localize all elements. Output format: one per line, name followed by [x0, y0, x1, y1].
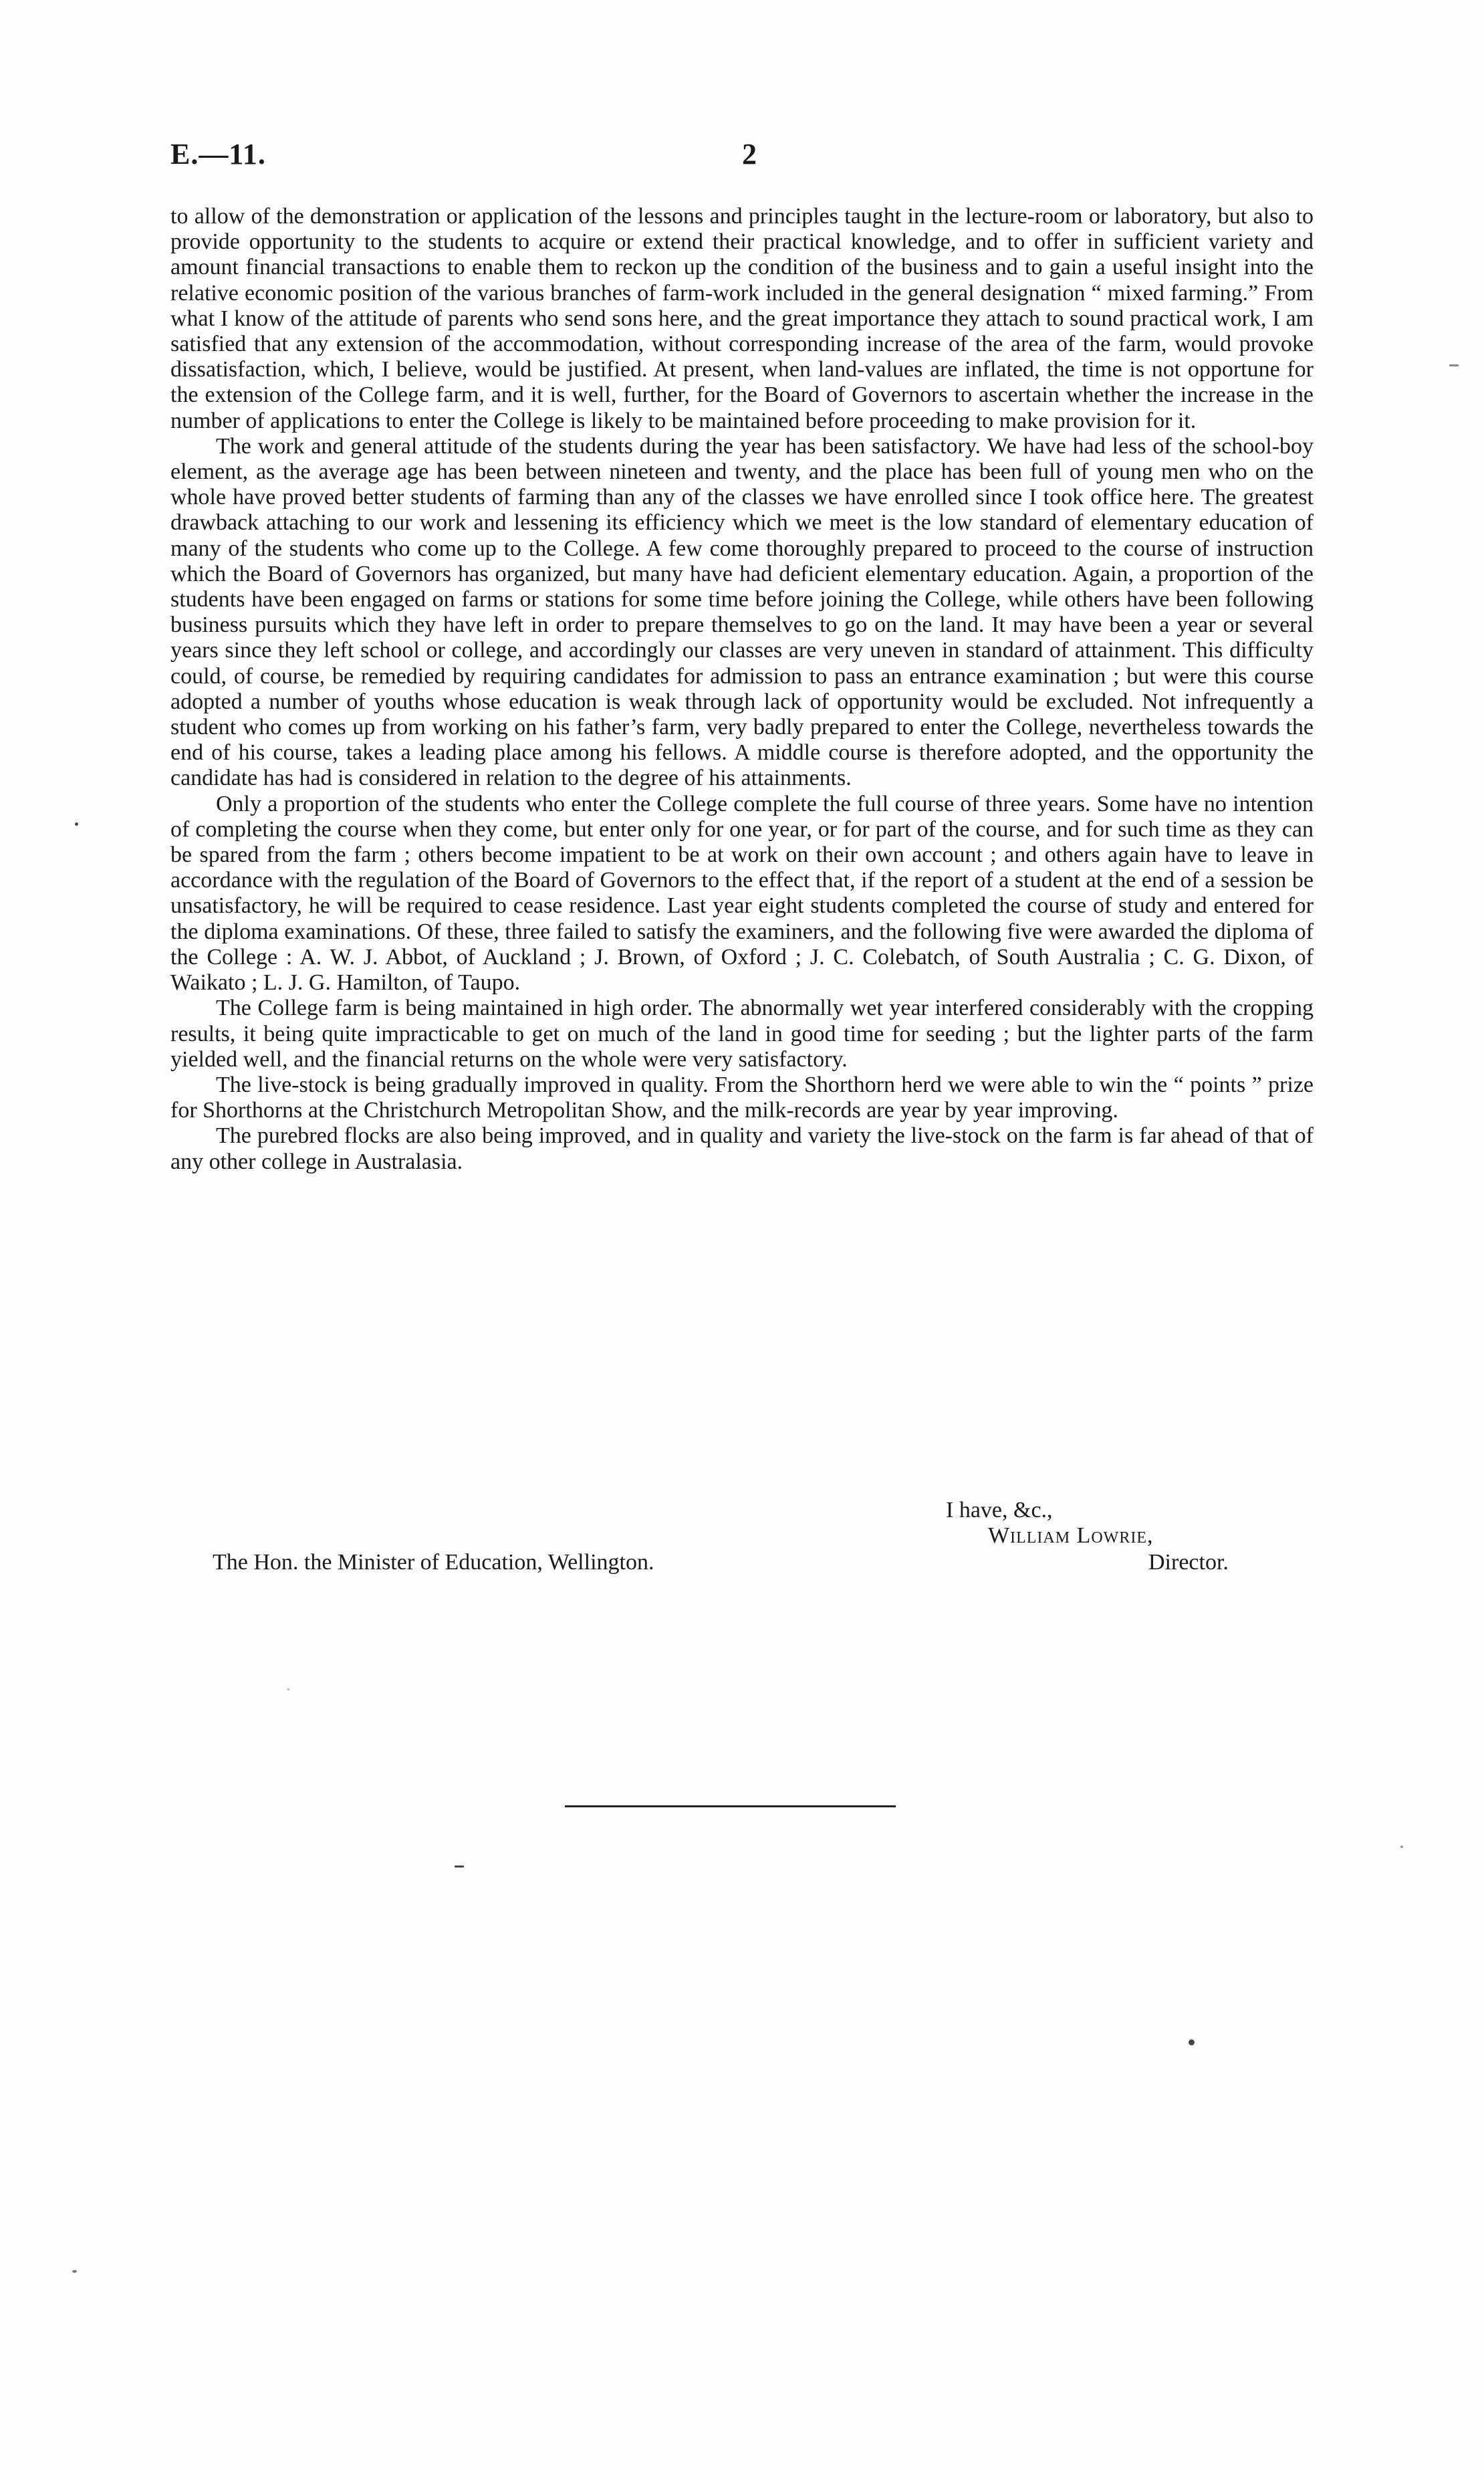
scan-speck — [72, 2270, 77, 2273]
addressee: The Hon. the Minister of Education, Wellington. — [213, 1550, 654, 1575]
document-reference: E.—11. — [170, 138, 266, 171]
scan-speck — [1449, 364, 1459, 366]
closing-rule-divider — [565, 1805, 896, 1807]
paragraph-purebred-flocks: The purebred flocks are also being improved, and in quality and variety the live-stock on the farm is far ahead of that of any other college in Australasia. — [170, 1123, 1314, 1174]
scan-speck — [1400, 1845, 1403, 1848]
scan-speck — [75, 822, 78, 826]
page-number: 2 — [742, 138, 757, 171]
paragraph-college-farm: The College farm is being maintained in high order. The abnormally wet year interfered considerably with the cropping results, it being quite impracticable to get on much of the land in good time for seeding ; but the lighter parts of the farm yielded well, and the financial returns on the whole were very satisfactory. — [170, 996, 1314, 1072]
paragraph-continuation: to allow of the demonstration or application of the lessons and principles taught in the lecture-room or laboratory, but also to provide opportunity to the students to acquire or extend their practical knowledge, and to offer in sufficient variety and amount financial transactions to enable them to reckon up the condition of the business and to gain a useful insight into the relative economic position of the various branches of farm-work included in the general designation “ mixed farming.” From what I know of the attitude of parents who send sons here, and the great importance they attach to sound practical work, I am satisfied that any extension of the accommodation, without corresponding increase of the area of the farm, would provoke dissatisfaction, which, I believe, would be justified. At present, when land-values are inflated, the time is not opportune for the extension of the College farm, and it is well, further, for the Board of Governors to ascertain whether the increase in the number of applications to enter the College is likely to be maintained before proceeding to make provision for it. — [170, 204, 1314, 433]
scan-speck — [287, 1688, 289, 1690]
paragraph-course-completion: Only a proportion of the students who enter the College complete the full course of three years. Some have no intention of completing the course when they come, but enter only for one year, or for part of the course, and for such time as they can be spared from the farm ; others become impatient to be at work on their own account ; and others again have to leave in accordance with the regulation of the Board of Governors to the effect that, if the report of a student at the end of a session be unsatisfactory, he will be required to cease residence. Last year eight students completed the course of study and entered for the diploma examinations. Of these, three failed to satisfy the examiners, and the following five were awarded the diploma of the College : A. W. J. Abbot, of Auckland ; J. Brown, of Oxford ; J. C. Colebatch, of South Australia ; C. G. Dixon, of Waikato ; L. J. G. Hamilton, of Taupo. — [170, 791, 1314, 996]
scan-speck — [455, 1866, 464, 1868]
signer-title: Director. — [1148, 1550, 1229, 1575]
paragraph-students-attitude: The work and general attitude of the students during the year has been satisfactory. We have had less of the school-boy element, as the average age has been between nineteen and twenty, and the place has been full of young men who on the whole have proved better students of farming than any of the classes we have enrolled since I took office here. The greatest drawback attaching to our work and lessening its efficiency which we meet is the low standard of elementary education of many of the students who come up to the College. A few come thoroughly prepared to proceed to the course of instruction which the Board of Governors has organized, but many have had deficient elementary education. Again, a proportion of the students have been engaged on farms or stations for some time before joining the College, while others have been following business pursuits which they have left in order to prepare themselves to go on the land. It may have been a year or several years since they left school or college, and accordingly our classes are very uneven in standard of attainment. This difficulty could, of course, be remedied by requiring candidates for admission to pass an entrance examination ; but were this course adopted a number of youths whose education is weak through lack of opportunity would be excluded. Not infrequently a student who comes up from working on his father’s farm, very badly prepared to enter the College, nevertheless towards the end of his course, takes a leading place among his fellows. A middle course is therefore adopted, and the opportunity the candidate has had is considered in relation to the degree of his attainments. — [170, 433, 1314, 791]
salutation: I have, &c., — [946, 1498, 1053, 1523]
letter-closing — [0, 1498, 1484, 1591]
signer-name: William Lowrie, — [988, 1523, 1154, 1548]
report-body — [170, 204, 1314, 1175]
paragraph-live-stock: The live-stock is being gradually improved in quality. From the Shorthorn herd we were able to win the “ points ” prize for Shorthorns at the Christchurch Metropolitan Show, and the milk-records are year by year improving. — [170, 1072, 1314, 1123]
scan-speck — [1189, 2039, 1195, 2045]
